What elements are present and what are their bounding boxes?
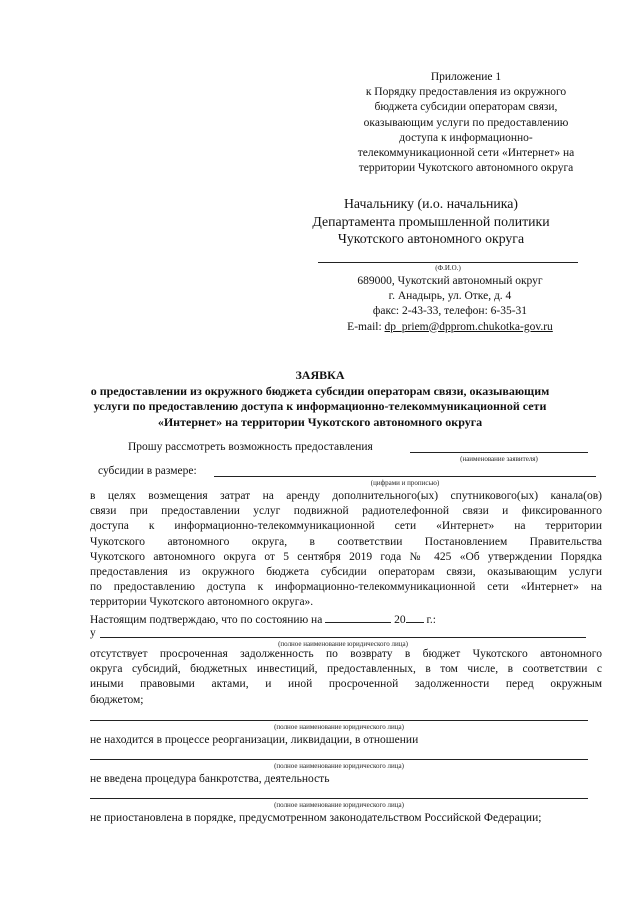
subsidy-amount-field[interactable] bbox=[214, 476, 596, 477]
appendix-line: бюджета субсидии операторам связи, bbox=[374, 101, 558, 114]
purpose-line: территории Чукотского автономного округа». bbox=[90, 596, 314, 609]
purpose-line: по предоставлению доступа к информационно-телекоммуникационной сети «Интернет» на bbox=[90, 581, 602, 594]
email-link[interactable]: dp_priem@dpprom.chukotka-gov.ru bbox=[384, 320, 553, 333]
recipient-line: Начальнику (и.о. начальника) bbox=[343, 196, 519, 211]
recipient-block bbox=[300, 195, 562, 248]
subsidy-caption: (цифрами и прописью) bbox=[370, 479, 440, 487]
year-prefix: 20 bbox=[394, 614, 406, 626]
year-suffix: г.: bbox=[426, 614, 436, 626]
suspended-text: не приостановлена в порядке, предусмотренном законодательством Российской Федерации; bbox=[90, 812, 542, 824]
debt-line: иными правовыми актами, и иной просроченной задолженности перед окружным bbox=[90, 678, 602, 691]
date-field[interactable] bbox=[325, 611, 391, 623]
purpose-line: предоставления из окружного бюджета субсидии операторам связи, оказывающим услуги bbox=[90, 566, 602, 579]
year-field[interactable] bbox=[406, 611, 424, 623]
bankruptcy-text: не введена процедура банкротства, деятельность bbox=[90, 773, 330, 785]
address-line: факс: 2-43-33, телефон: 6-35-31 bbox=[372, 305, 528, 318]
email-label: E-mail: bbox=[347, 320, 385, 333]
address-line: 689000, Чукотский автономный округ bbox=[357, 275, 543, 287]
address-block bbox=[300, 274, 600, 335]
title-heading: ЗАЯВКА bbox=[295, 368, 345, 382]
appendix-header bbox=[330, 70, 602, 176]
recipient-line: Чукотского автономного округа bbox=[337, 231, 525, 246]
appendix-line: территории Чукотского автономного округа bbox=[358, 162, 574, 175]
debt-line: бюджетом; bbox=[90, 693, 144, 706]
legal-entity-caption: (полное наименование юридического лица) bbox=[274, 723, 404, 731]
legal-entity-field-2[interactable] bbox=[90, 720, 588, 721]
address-line: г. Анадырь, ул. Отке, д. 4 bbox=[388, 290, 512, 303]
fio-line[interactable] bbox=[318, 262, 578, 263]
legal-entity-field-1[interactable] bbox=[100, 637, 586, 638]
applicant-caption: (наименование заявителя) bbox=[460, 455, 538, 463]
subsidy-text: субсидии в размере: bbox=[98, 465, 197, 477]
purpose-line: связи при предоставлении услуг подвижной радиотелефонной связи и фиксированного bbox=[90, 505, 602, 518]
purpose-line: Чукотского автономного округа от 5 сентября 2019 года № 425 «Об утверждении Порядка bbox=[90, 550, 602, 563]
legal-entity-caption: (полное наименование юридического лица) bbox=[274, 762, 404, 770]
confirm-line bbox=[90, 611, 436, 628]
debt-paragraph bbox=[90, 647, 602, 708]
email-line bbox=[300, 320, 600, 335]
purpose-line: в целях возмещения затрат на аренду дополнительного(ых) спутникового(ых) канала(ов) bbox=[90, 490, 602, 502]
fio-caption: (Ф.И.О.) bbox=[435, 264, 461, 272]
debt-line: округа субсидий, бюджетных инвестиций, предоставленных, в том числе, в соответствии с bbox=[90, 663, 602, 676]
debt-line: отсутствует просроченная задолженность по возврату в бюджет Чукотского автономного bbox=[90, 648, 602, 660]
appendix-line: доступа к информационно- bbox=[399, 131, 533, 144]
legal-entity-caption: (полное наименование юридического лица) bbox=[274, 801, 404, 809]
appendix-line: к Порядку предоставления из окружного bbox=[365, 86, 567, 99]
title-line: «Интернет» на территории Чукотского автономного округа bbox=[157, 414, 483, 429]
recipient-line: Департамента промышленной политики bbox=[312, 213, 550, 229]
legal-entity-caption: (полное наименование юридического лица) bbox=[278, 640, 408, 648]
purpose-line: Чукотского автономного округа, в соответствии Постановлением Правительства bbox=[90, 535, 602, 548]
at-prefix: у bbox=[90, 627, 96, 639]
title-line: услуги по предоставлению доступа к информационно-телекоммуникационной сети bbox=[93, 399, 547, 413]
reorg-text: не находится в процессе реорганизации, ликвидации, в отношении bbox=[90, 734, 419, 746]
appendix-line: телекоммуникационной сети «Интернет» на bbox=[357, 147, 575, 160]
purpose-paragraph bbox=[90, 489, 602, 611]
purpose-line: доступа к информационно-телекоммуникационной сети «Интернет» на территории bbox=[90, 520, 602, 533]
application-title bbox=[80, 368, 560, 430]
title-line: о предоставлении из окружного бюджета субсидии операторам связи, оказывающим bbox=[90, 383, 550, 398]
applicant-name-field[interactable] bbox=[410, 452, 588, 453]
confirm-text: Настоящим подтверждаю, что по состоянию на bbox=[90, 614, 323, 626]
legal-entity-field-3[interactable] bbox=[90, 759, 588, 760]
appendix-line: Приложение 1 bbox=[430, 71, 502, 83]
appendix-line: оказывающим услуги по предоставлению bbox=[363, 116, 569, 129]
request-text: Прошу рассмотреть возможность предоставления bbox=[128, 441, 373, 453]
legal-entity-field-4[interactable] bbox=[90, 798, 588, 799]
